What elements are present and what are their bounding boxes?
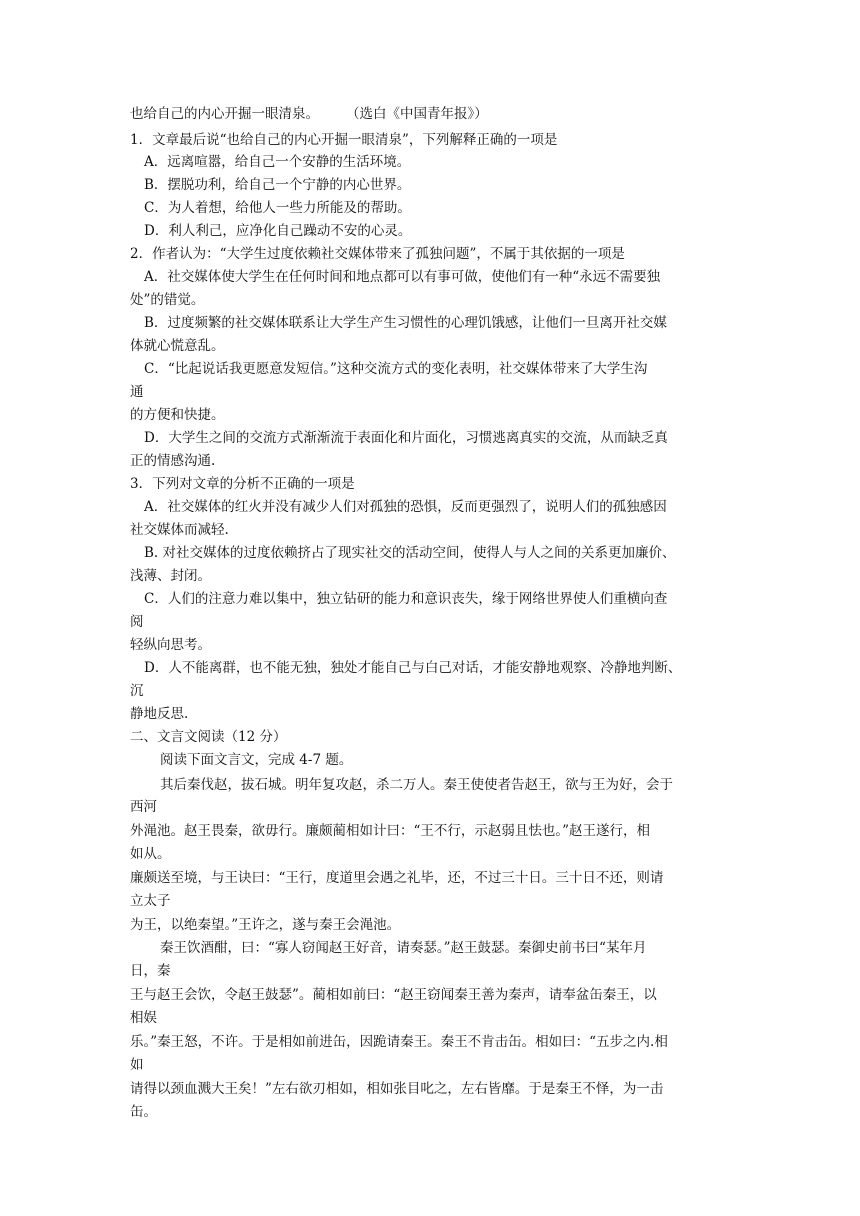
instruction: 阅读下面文言文，完成 4-7 题。 [160,752,353,768]
classical-text-line: 廉颇送至境，与王诀曰：“王行，度道里会遇之礼毕，还，不过三十日。三十日不还，则请 [130,870,664,886]
text-line: 轻纵向思考。 [130,637,211,653]
option-3d: D．人不能离群，也不能无独，独处才能自己与白己对话，才能安静地观察、冷静地判断、 [144,660,682,676]
option-2d: D．大学生之间的交流方式渐渐流于表面化和片面化，习惯逃离真实的交流，从而缺乏真 [144,430,668,446]
classical-text-line: 其后秦伐赵，拔石城。明年复攻赵，杀二万人。秦王使使者告赵王，欲与王为好，会于 [160,777,673,793]
classical-text-line: 外渑池。赵王畏秦，欲毋行。廉颇蔺相如计曰：“王不行，示赵弱且怯也。”赵王遂行，相 [130,823,651,839]
text-line: 的方便和快捷。 [130,407,225,423]
text-line: 正的情感沟通. [130,453,216,469]
option-3a: A．社交媒体的红火并没有减少人们对孤独的恐惧，反而更强烈了，说明人们的孤独感因 [144,499,667,515]
classical-text-line: 西河 [130,799,157,815]
option-2c: C．“比起说话我更愿意发短信。”这种交流方式的变化表明，社交媒体带来了大学生沟 [144,361,648,377]
option-2a: A．社交媒体使大学生在任何时间和地点都可以有事可做，使他们有一种“永远不需要独 [144,269,661,285]
question-1: 1．文章最后说“也给自己的内心开掘一眼清泉”，下列解释正确的一项是 [130,132,558,148]
option-1d: D．利人利己，应净化自己躁动不安的心灵。 [144,223,412,239]
option-2b: B．过度频繁的社交媒体联系让大学生产生习惯性的心理饥饿感，让他们一旦离开社交媒 [144,315,667,331]
text-line: 体就心慌意乱。 [130,338,225,354]
option-1a: A．远离喧嚣，给自己一个安静的生活环境。 [144,154,411,170]
text-line: 社交媒体而减轻. [130,522,229,538]
section-heading: 二、文言文阅读（12 分） [130,729,287,745]
classical-text-line: 秦王饮酒酣，曰：“寡人窃闻赵王好音，请奏瑟。”赵王鼓瑟。秦御史前书曰“某年月 [160,940,647,956]
classical-text-line: 为王，以绝秦望。”王许之，遂与秦王会渑池。 [130,917,401,933]
option-3b: B. 对社交媒体的过度依赖挤占了现实社交的活动空间，使得人与人之间的关系更加廉价、 [144,545,676,561]
question-3: 3．下列对文章的分析不正确的一项是 [130,476,355,492]
classical-text-line: 如从。 [130,846,171,862]
text-line: 浅薄、封闭。 [130,568,211,584]
classical-text-line: 立太子 [130,893,171,909]
text-line: 通 [130,384,144,400]
classical-text-line: 乐。”秦王怒，不许。于是相如前进缶，因跪请秦王。秦王不肯击缶。相如曰：“五步之内.相 [130,1034,668,1050]
option-3c: C．人们的注意力难以集中，独立钻研的能力和意识丧失，缘于网络世界使人们重横向查 [144,591,668,607]
option-1c: C．为人着想，给他人一些力所能及的帮助。 [144,200,411,216]
text-line: 阅 [130,614,144,630]
text-line: 静地反思. [130,706,189,722]
option-1b: B．摆脱功利，给自己一个宁静的内心世界。 [144,177,411,193]
question-2: 2．作者认为：“大学生过度依赖社交媒体带来了孤独问题”，不属于其依据的一项是 [130,246,625,262]
classical-text-line: 缶。 [130,1104,157,1120]
text-line: 沉 [130,683,144,699]
text-line: 处”的错觉。 [130,292,205,308]
classical-text-line: 请得以颈血溅大王矣！”左右欲刃相如，相如张目叱之，左右皆靡。于是秦王不怿，为一击 [130,1081,664,1097]
classical-text-line: 日，秦 [130,963,171,979]
classical-text-line: 如 [130,1057,144,1073]
classical-text-line: 王与赵王会饮，令赵王鼓瑟”。蔺相如前曰：“赵王窃闻秦王善为秦声，请奉盆缶秦王，以 [130,987,657,1003]
classical-text-line: 相娱 [130,1010,157,1026]
text-line: 也给自己的内心开掘一眼清泉。 （选白《中国青年报》） [130,106,488,122]
